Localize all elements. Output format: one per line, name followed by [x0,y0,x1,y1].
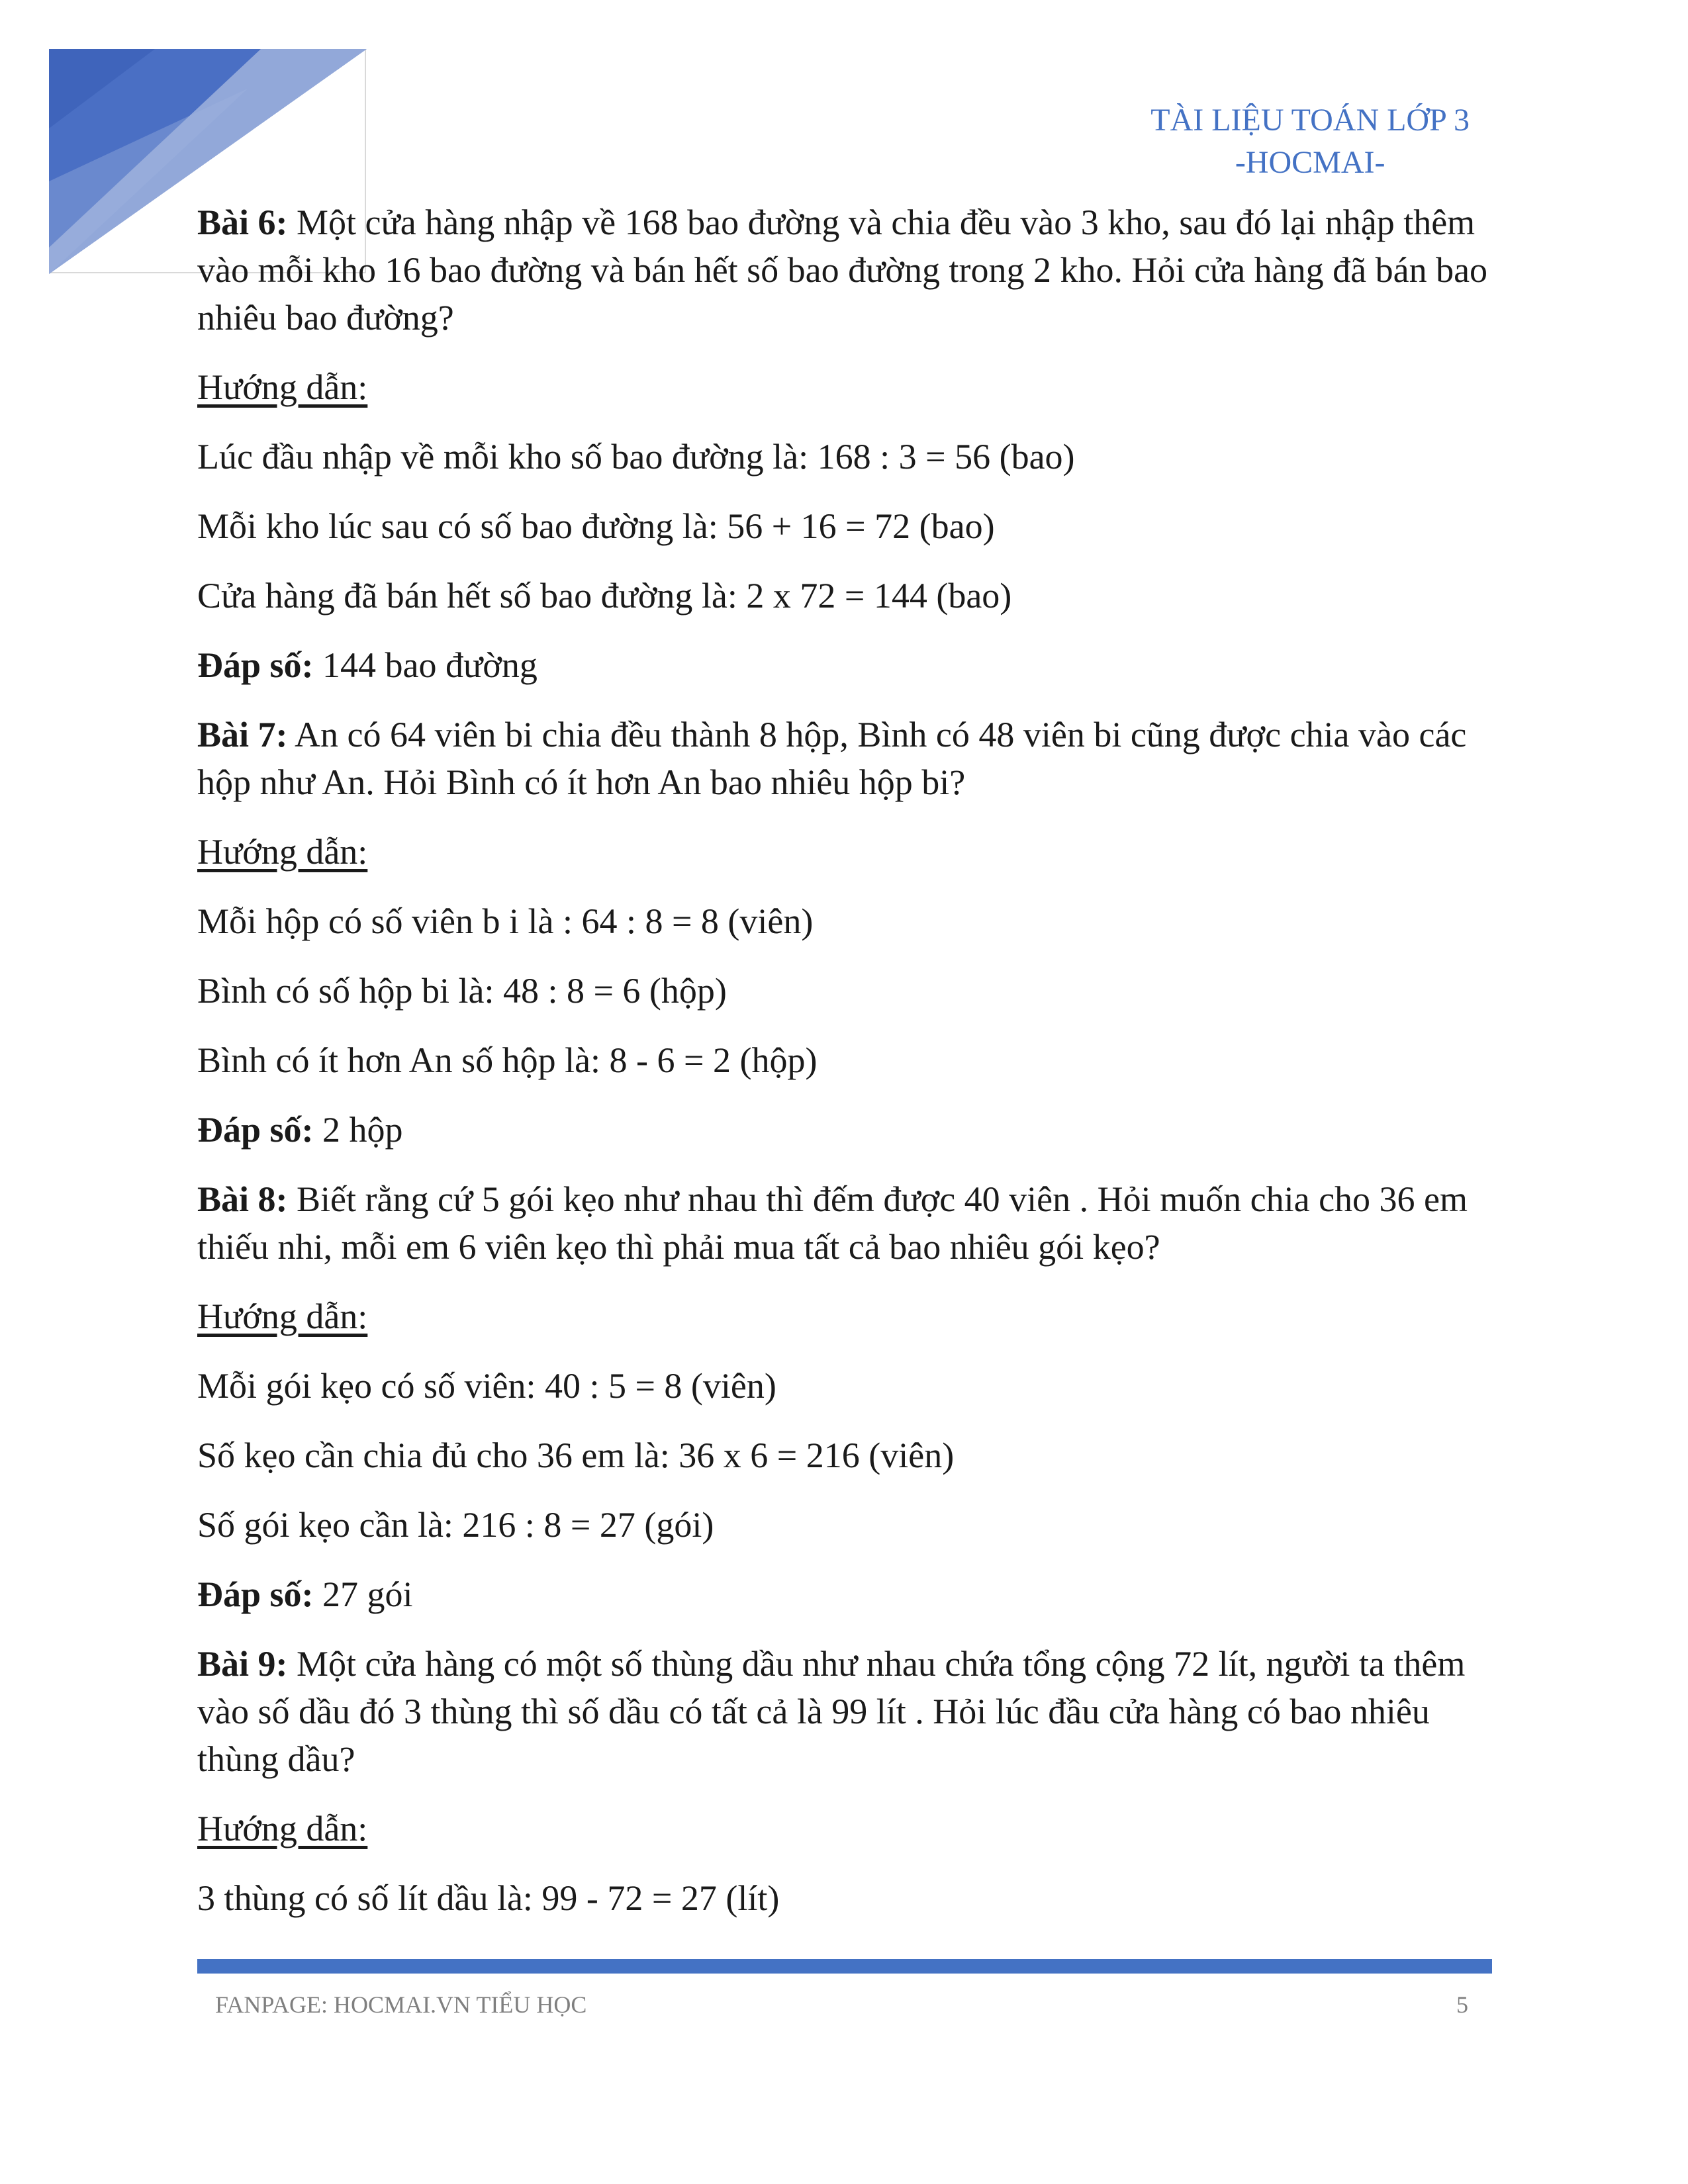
document-body [197,199,1495,1944]
problem-text: An có 64 viên bi chia đều thành 8 hộp, Bình có 48 viên bi cũng được chia vào các hộp như An. Hỏi Bình có ít hơn An bao nhiêu hộp bi? [197,715,1467,802]
solution-step: Mỗi kho lúc sau có số bao đường là: 56 + 16 = 72 (bao) [197,506,995,546]
solution-step: Bình có ít hơn An số hộp là: 8 - 6 = 2 (hộp) [197,1040,818,1080]
guide-heading: Hướng dẫn: [197,832,368,872]
problem-9 [197,1640,1495,1783]
header-title: TÀI LIỆU TOÁN LỚP 3 [1150,103,1470,138]
answer-label: Đáp số: [197,645,314,685]
problem-label: Bài 8: [197,1179,288,1219]
solution-step: 3 thùng có số lít dầu là: 99 - 72 = 27 (lít) [197,1878,780,1918]
answer-value: 144 bao đường [322,645,538,685]
answer-line [197,641,1495,689]
solution-step: Mỗi gói kẹo có số viên: 40 : 5 = 8 (viên) [197,1366,776,1406]
answer-label: Đáp số: [197,1110,314,1150]
answer-value: 2 hộp [322,1110,403,1150]
problem-8 [197,1175,1495,1271]
footer-divider [197,1959,1492,1974]
problem-text: Biết rằng cứ 5 gói kẹo như nhau thì đếm được 40 viên . Hỏi muốn chia cho 36 em thiếu nhi, mỗi em 6 viên kẹo thì phải mua tất cả bao nhiêu gói kẹo? [197,1179,1468,1267]
problem-label: Bài 6: [197,203,288,242]
guide-heading: Hướng dẫn: [197,1809,368,1848]
answer-line [197,1106,1495,1154]
footer-fanpage: FANPAGE: HOCMAI.VN TIỂU HỌC [215,1991,587,2018]
problem-text: Một cửa hàng nhập về 168 bao đường và chia đều vào 3 kho, sau đó lại nhập thêm vào mỗi kho 16 bao đường và bán hết số bao đường trong 2 kho. Hỏi cửa hàng đã bán bao nhiêu bao đường? [197,203,1488,338]
answer-label: Đáp số: [197,1574,314,1614]
guide-heading: Hướng dẫn: [197,1297,368,1336]
solution-step: Cửa hàng đã bán hết số bao đường là: 2 x 72 = 144 (bao) [197,576,1012,615]
problem-text: Một cửa hàng có một số thùng dầu như nhau chứa tổng cộng 72 lít, người ta thêm vào số dầu đó 3 thùng thì số dầu có tất cả là 99 lít . Hỏi lúc đầu cửa hàng có bao nhiêu thùng dầu? [197,1644,1466,1779]
solution-step: Bình có số hộp bi là: 48 : 8 = 6 (hộp) [197,971,727,1011]
page-number: 5 [1456,1991,1468,2018]
answer-value: 27 gói [322,1574,413,1614]
solution-step: Mỗi hộp có số viên b i là : 64 : 8 = 8 (viên) [197,901,814,941]
solution-step: Số gói kẹo cần là: 216 : 8 = 27 (gói) [197,1505,714,1545]
problem-6 [197,199,1495,341]
problem-label: Bài 7: [197,715,288,754]
header-subtitle: -HOCMAI- [1235,145,1385,180]
guide-heading: Hướng dẫn: [197,367,368,407]
solution-step: Số kẹo cần chia đủ cho 36 em là: 36 x 6 = 216 (viên) [197,1435,955,1475]
answer-line [197,1570,1495,1618]
solution-step: Lúc đầu nhập về mỗi kho số bao đường là: 168 : 3 = 56 (bao) [197,437,1075,477]
problem-label: Bài 9: [197,1644,288,1684]
problem-7 [197,711,1495,806]
document-header [1150,99,1470,184]
